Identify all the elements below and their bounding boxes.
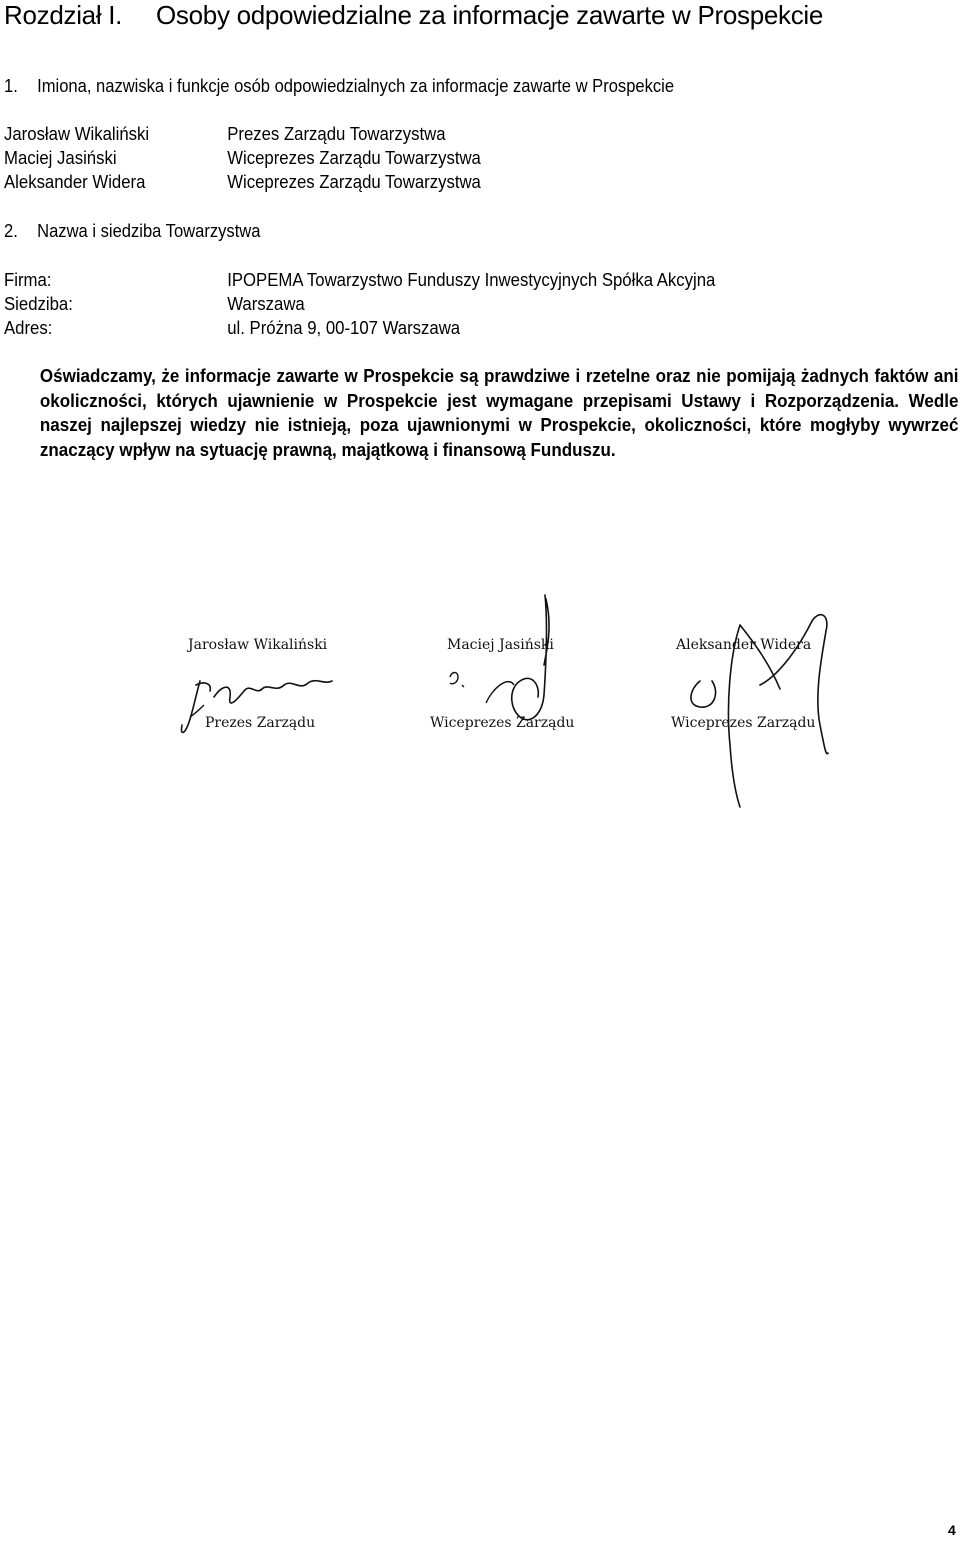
company-row-label: Siedziba: <box>4 294 73 314</box>
statement-text: Oświadczamy, że informacje zawarte w Prospekcie są prawdziwe i rzetelne oraz nie pomijają żadnych faktów ani okoliczności, których ujawnienie w Prospekcie jest wymagane przepisami Ustawy i Rozporządzenia. Wedle naszej najlepszej wiedzy nie istnieją, poza ujawnionymi w Prospekcie, okoliczności, które mogłyby wywrzeć znaczący wpływ na sytuację prawną, majątkową i finansową Funduszu. <box>39 366 959 460</box>
signature-stroke <box>486 682 514 703</box>
person-row <box>4 147 481 169</box>
signature-block-3 <box>671 615 828 807</box>
company-row <box>4 293 305 315</box>
company-row-value: Warszawa <box>227 294 305 314</box>
signature-role: Wiceprezes Zarządu <box>430 715 575 731</box>
company-row-value: ul. Próżna 9, 00-107 Warszawa <box>227 318 461 338</box>
chapter-label: Rozdział I. <box>4 0 123 30</box>
section-2-title: Nazwa i siedziba Towarzystwa <box>37 221 261 241</box>
company-row-label: Firma: <box>4 270 52 290</box>
chapter-heading: Osoby odpowiedzialne za informacje zawarte w Prospekcie <box>156 0 824 30</box>
signatures-area <box>0 585 960 815</box>
section-1-heading <box>4 75 674 97</box>
person-row <box>4 171 481 193</box>
page-number: 4 <box>948 1522 956 1538</box>
person-role: Wiceprezes Zarządu Towarzystwa <box>227 172 481 192</box>
signature-block-1 <box>181 637 332 733</box>
signature-scribble-2 <box>512 595 549 720</box>
signature-name: Aleksander Widera <box>676 637 812 653</box>
statement-paragraph <box>4 364 958 462</box>
section-2-heading <box>4 220 260 242</box>
section-3-number <box>4 364 40 389</box>
company-row-value: IPOPEMA Towarzystwo Funduszy Inwestycyjnych Spółka Akcyjna <box>227 270 716 290</box>
signature-role: Wiceprezes Zarządu <box>671 715 816 731</box>
company-row <box>4 269 715 291</box>
company-row <box>4 317 460 339</box>
person-name: Jarosław Wikaliński <box>4 124 150 144</box>
person-name: Aleksander Widera <box>4 172 146 192</box>
company-row-label: Adres: <box>4 318 53 338</box>
section-1-number: 1. <box>4 76 18 96</box>
chapter-title <box>4 0 823 30</box>
signature-stroke <box>450 673 464 688</box>
person-role: Prezes Zarządu Towarzystwa <box>227 124 446 144</box>
person-role: Wiceprezes Zarządu Towarzystwa <box>227 148 481 168</box>
section-2-number: 2. <box>4 221 18 241</box>
section-1-title: Imiona, nazwiska i funkcje osób odpowiedzialnych za informacje zawarte w Prospekcie <box>37 76 675 96</box>
person-row <box>4 123 446 145</box>
signature-role: Prezes Zarządu <box>205 715 316 731</box>
signature-name: Maciej Jasiński <box>447 637 554 653</box>
signature-block-2 <box>430 595 574 731</box>
person-name: Maciej Jasiński <box>4 148 117 168</box>
signature-name: Jarosław Wikaliński <box>188 637 328 653</box>
